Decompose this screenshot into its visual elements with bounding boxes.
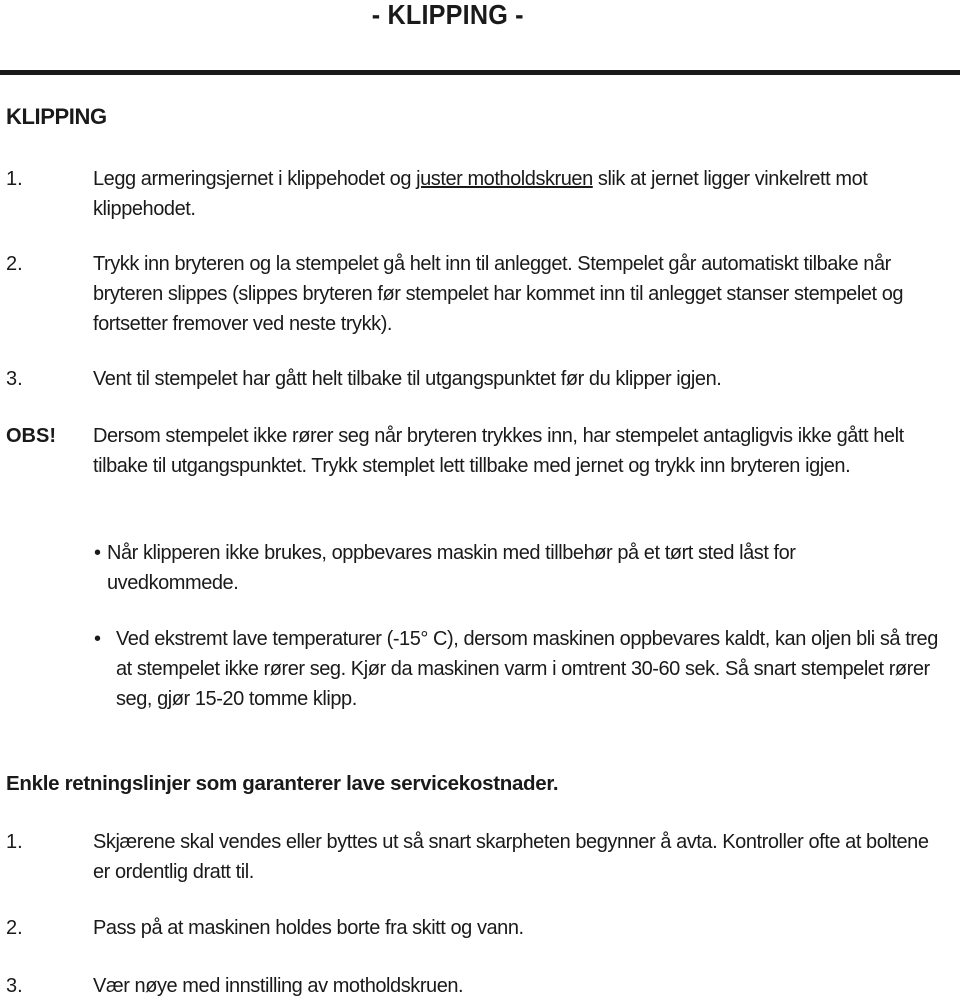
step-1-text bbox=[93, 164, 958, 224]
step-2-number: 2. bbox=[6, 253, 23, 275]
service-step-2-number: 2. bbox=[6, 917, 23, 939]
step-2-text: Trykk inn bryteren og la stempelet gå helt inn til anlegget. Stempelet går automatiskt tilbake når bryteren slippes (slippes bryteren før stempelet har kommet inn til anlegget stanser stempelet og fortsetter fremover ved neste trykk). bbox=[93, 253, 904, 335]
bullet-2-text: Ved ekstremt lave temperaturer (-15° C), dersom maskinen oppbevares kaldt, kan oljen bli så treg at stempelet ikke rører seg. Kjør da maskinen varm i omtrent 30-60 sek. Så snart stempelet rører seg, gjør 15-20 tomme klipp. bbox=[116, 628, 938, 710]
obs-label: OBS! bbox=[6, 425, 56, 447]
bullet-icon: • bbox=[94, 628, 102, 650]
step-1-text-end: slik at jernet ligger vinkelrett mot klippehodet. bbox=[93, 168, 868, 220]
step-3-text: Vent til stempelet har gått helt tilbake til utgangspunktet før du klipper igjen. bbox=[93, 368, 722, 390]
service-step-3-number: 3. bbox=[6, 975, 23, 997]
obs-text: Dersom stempelet ikke rører seg når bryteren trykkes inn, har stempelet antagligvis ikke gått helt tilbake til utgangspunktet. Trykk stemplet lett tillbake med jernet og trykk inn bryteren igjen. bbox=[93, 425, 904, 477]
step-1-text-start: Legg armeringsjernet i klippehodet og bbox=[93, 168, 417, 190]
page-title: - KLIPPING - bbox=[371, 0, 524, 30]
step-3-number: 3. bbox=[6, 368, 23, 390]
section-heading-service: Enkle retningslinjer som garanterer lave servicekostnader. bbox=[6, 772, 559, 795]
bullet-icon: • bbox=[94, 542, 102, 564]
section-heading-klipping: KLIPPING bbox=[6, 104, 107, 129]
service-step-1-number: 1. bbox=[6, 831, 23, 853]
bullet-1-text: Når klipperen ikke brukes, oppbevares maskin med tillbehør på et tørt sted låst for uvedkommede. bbox=[107, 542, 796, 594]
service-step-2-text: Pass på at maskinen holdes borte fra skitt og vann. bbox=[93, 917, 524, 939]
adjust-screw-link: juster motholdskruen bbox=[416, 168, 593, 190]
step-1-number: 1. bbox=[6, 168, 23, 190]
service-step-3-text: Vær nøye med innstilling av motholdskruen. bbox=[93, 975, 464, 997]
horizontal-rule bbox=[0, 70, 960, 75]
service-step-1-text: Skjærene skal vendes eller byttes ut så snart skarpheten begynner å avta. Kontroller ofte at boltene er ordentlig dratt til. bbox=[93, 831, 929, 883]
